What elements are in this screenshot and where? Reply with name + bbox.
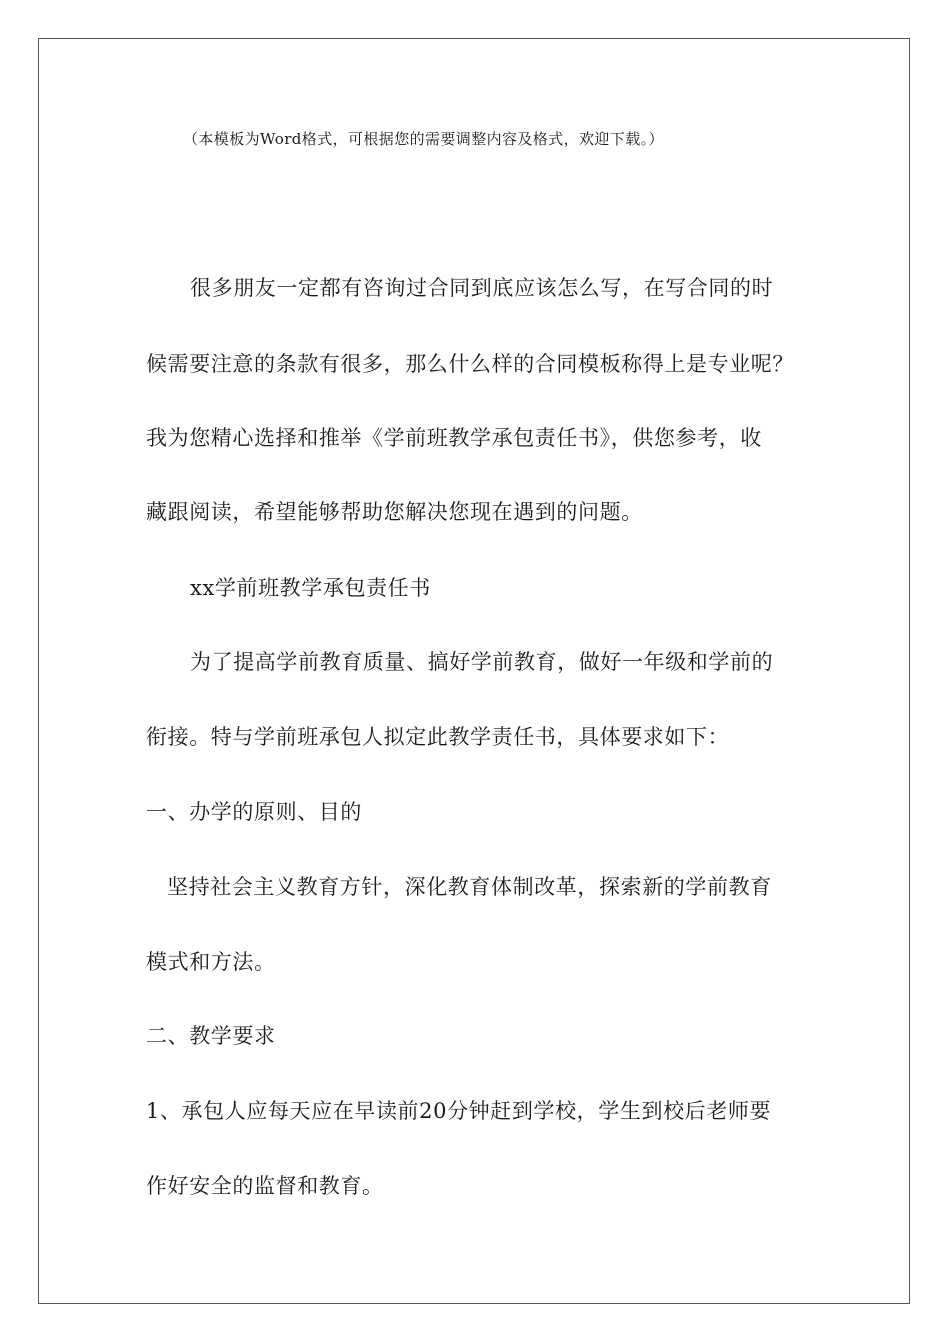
intro-line-4: 藏跟阅读，希望能够帮助您解决您现在遇到的问题。 [146,500,643,524]
intro-line-2: 候需要注意的条款有很多，那么什么样的合同模板称得上是专业呢？ [146,352,794,376]
item-1-line-1: 1、承包人应每天应在早读前20分钟赶到学校，学生到校后老师要 [146,1099,772,1123]
purpose-line-2: 衔接。特与学前班承包人拟定此教学责任书，具体要求如下： [146,725,730,749]
intro-line-1: 很多朋友一定都有咨询过合同到底应该怎么写，在写合同的时 [190,276,774,300]
template-note: （本模板为Word格式，可根据您的需要调整内容及格式，欢迎下载。） [183,130,664,148]
document-title: xx学前班教学承包责任书 [190,576,431,600]
purpose-line-1: 为了提高学前教育质量、搞好学前教育，做好一年级和学前的 [190,650,774,674]
section-2-heading: 二、教学要求 [146,1024,276,1048]
item-1-line-2: 作好安全的监督和教育。 [146,1174,384,1198]
section-1-line-1: 坚持社会主义教育方针，深化教育体制改革，探索新的学前教育 [167,875,772,899]
section-1-heading: 一、办学的原则、目的 [146,800,362,824]
section-1-line-2: 模式和方法。 [146,950,276,974]
intro-line-3: 我为您精心选择和推举《学前班教学承包责任书》，供您参考，收 [146,426,762,450]
